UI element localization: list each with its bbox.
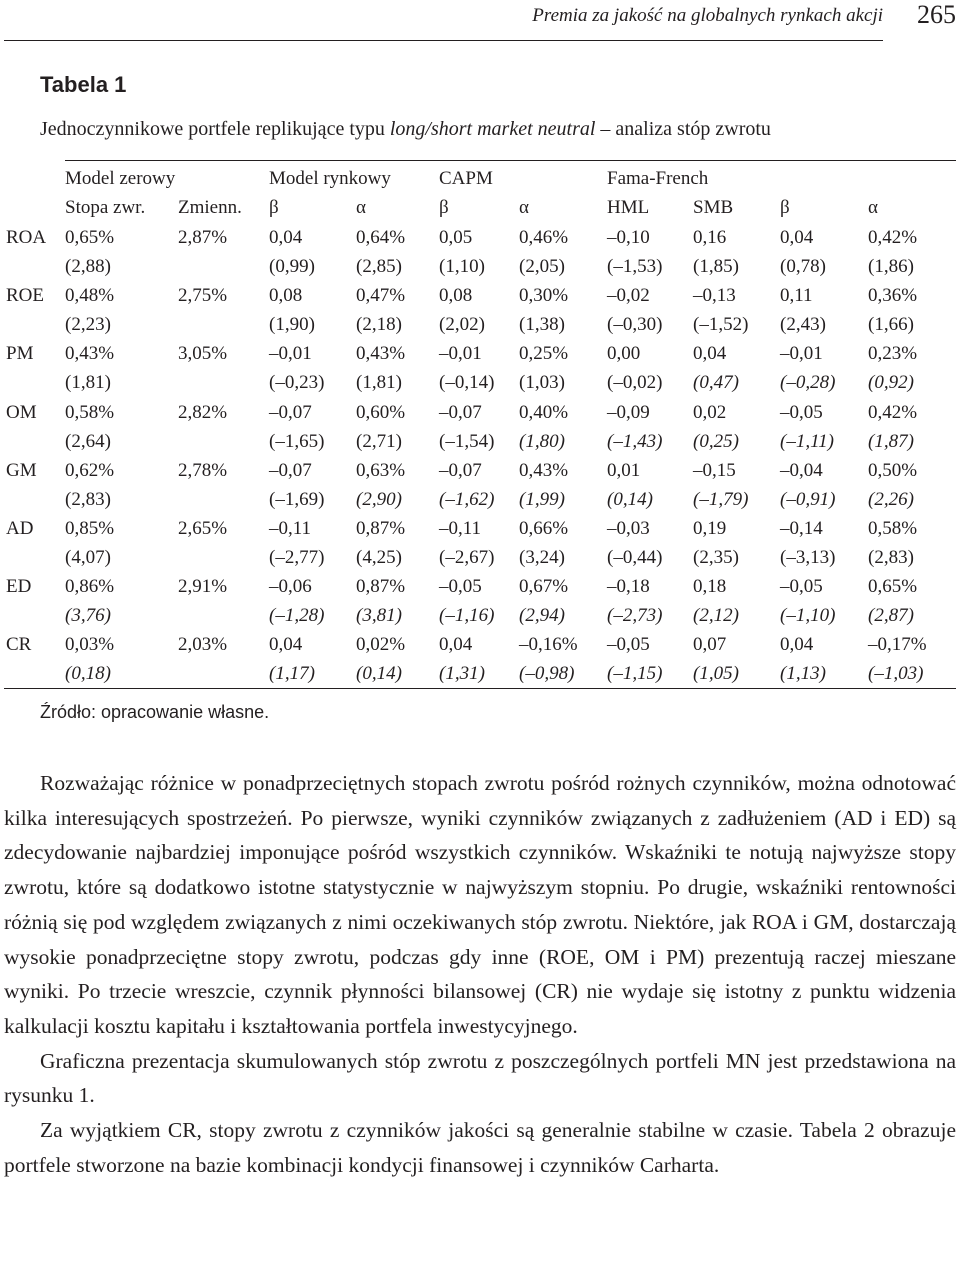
- row-label: OM: [6, 401, 37, 423]
- t-stat-cell: (1,99): [519, 488, 565, 510]
- value-cell: –0,11: [439, 518, 482, 539]
- t-stat-cell: (2,71): [356, 430, 402, 452]
- running-title: Premia za jakość na globalnych rynkach akcji: [532, 5, 883, 26]
- body-text: [4, 766, 956, 1182]
- group-header: Fama-French: [607, 168, 709, 189]
- t-stat-cell: (2,94): [519, 605, 565, 627]
- value-cell: 0,23%: [868, 343, 918, 365]
- value-cell: 0,18: [693, 576, 727, 598]
- value-cell: 0,43%: [356, 343, 406, 365]
- table-top-rule: [65, 160, 956, 161]
- t-stat-cell: (–0,30): [607, 314, 663, 336]
- t-stat-cell: (–1,69): [269, 488, 325, 510]
- value-cell: –0,09: [607, 401, 650, 423]
- t-stat-cell: (–1,54): [439, 430, 495, 452]
- value-cell: 0,04: [269, 634, 303, 656]
- value-cell: 0,85%: [65, 518, 115, 539]
- column-header: β: [269, 197, 279, 218]
- t-stat-cell: (–1,52): [693, 314, 749, 336]
- value-cell: 0,46%: [519, 227, 569, 248]
- t-stat-cell: (–3,13): [780, 547, 836, 568]
- value-cell: 0,11: [780, 285, 813, 307]
- t-stat-cell: (–0,02): [607, 372, 663, 394]
- value-cell: –0,06: [269, 576, 312, 598]
- t-stat-cell: (2,83): [868, 547, 914, 568]
- table-label: Tabela 1: [40, 72, 127, 97]
- value-cell: 0,02: [693, 401, 727, 423]
- t-stat-cell: (–2,67): [439, 547, 495, 568]
- value-cell: –0,15: [693, 459, 736, 481]
- value-cell: –0,18: [607, 576, 650, 598]
- t-stat-cell: (2,05): [519, 256, 565, 277]
- value-cell: –0,01: [780, 343, 823, 365]
- value-cell: –0,05: [439, 576, 482, 598]
- t-stat-cell: (2,43): [780, 314, 826, 336]
- t-stat-cell: (1,80): [519, 430, 565, 452]
- caption-italic-text: long/short market neutral: [389, 118, 596, 140]
- row-label: CR: [6, 634, 32, 656]
- value-cell: –0,13: [693, 285, 736, 307]
- t-stat-cell: (2,18): [356, 314, 402, 336]
- t-stat-cell: (1,05): [693, 663, 739, 685]
- value-cell: 0,00: [607, 343, 641, 365]
- group-header: Model rynkowy: [269, 168, 391, 189]
- t-stat-cell: (1,87): [868, 430, 914, 452]
- t-stat-cell: (–0,23): [269, 372, 325, 394]
- value-cell: 0,47%: [356, 285, 406, 307]
- row-label: AD: [6, 518, 34, 539]
- column-header: α: [868, 197, 878, 218]
- t-stat-cell: (2,83): [65, 488, 111, 510]
- value-cell: 0,42%: [868, 401, 918, 423]
- value-cell: 2,82%: [178, 401, 228, 423]
- t-stat-cell: (–1,11): [780, 430, 834, 452]
- source-note: Źródło: opracowanie własne.: [40, 702, 270, 722]
- value-cell: –0,05: [607, 634, 650, 656]
- column-header: α: [519, 197, 529, 218]
- value-cell: 0,07: [693, 634, 727, 656]
- value-cell: 0,63%: [356, 459, 406, 481]
- value-cell: 0,04: [693, 343, 727, 365]
- t-stat-cell: (1,31): [439, 663, 485, 685]
- t-stat-cell: (–2,77): [269, 547, 325, 568]
- t-stat-cell: (2,87): [868, 605, 914, 627]
- value-cell: 0,86%: [65, 576, 115, 598]
- t-stat-cell: (–1,03): [868, 663, 924, 685]
- value-cell: 0,65%: [65, 227, 115, 248]
- header-rule: [4, 40, 883, 41]
- value-cell: 0,08: [439, 285, 473, 307]
- t-stat-cell: (–1,10): [780, 605, 836, 627]
- t-stat-cell: (2,90): [356, 488, 402, 510]
- t-stat-cell: (2,88): [65, 256, 111, 277]
- t-stat-cell: (–1,65): [269, 430, 325, 452]
- value-cell: 0,43%: [519, 459, 569, 481]
- t-stat-cell: (1,90): [269, 314, 315, 336]
- value-cell: 0,62%: [65, 459, 115, 481]
- t-stat-cell: (–0,28): [780, 372, 836, 394]
- value-cell: 0,01: [607, 459, 641, 481]
- t-stat-cell: (1,81): [65, 372, 111, 394]
- t-stat-cell: (3,24): [519, 547, 565, 568]
- t-stat-cell: (–1,28): [269, 605, 325, 627]
- value-cell: –0,17%: [868, 634, 927, 656]
- t-stat-cell: (3,76): [65, 605, 111, 627]
- t-stat-cell: (2,35): [693, 547, 739, 568]
- value-cell: 0,87%: [356, 518, 406, 539]
- t-stat-cell: (–0,98): [519, 663, 575, 685]
- t-stat-cell: (0,47): [693, 372, 739, 394]
- value-cell: 2,87%: [178, 227, 228, 248]
- t-stat-cell: (1,03): [519, 372, 565, 394]
- t-stat-cell: (0,78): [780, 256, 826, 277]
- column-header: Stopa zwr.: [65, 197, 146, 218]
- row-label: ROA: [6, 227, 47, 248]
- caption-text: Jednoczynnikowe portfele replikujące typu: [40, 118, 390, 140]
- value-cell: 0,50%: [868, 459, 918, 481]
- value-cell: 2,91%: [178, 576, 228, 598]
- column-header: Zmienn.: [178, 197, 242, 218]
- value-cell: 3,05%: [178, 343, 228, 365]
- value-cell: 0,03%: [65, 634, 115, 656]
- t-stat-cell: (4,25): [356, 547, 402, 568]
- value-cell: 0,48%: [65, 285, 115, 307]
- t-stat-cell: (0,25): [693, 430, 739, 452]
- value-cell: 0,25%: [519, 343, 569, 365]
- t-stat-cell: (–1,15): [607, 663, 663, 685]
- value-cell: –0,11: [269, 518, 312, 539]
- t-stat-cell: (–1,79): [693, 488, 749, 510]
- value-cell: 2,65%: [178, 518, 228, 539]
- row-label: ROE: [6, 285, 44, 307]
- value-cell: 0,65%: [868, 576, 918, 598]
- group-header: CAPM: [439, 168, 493, 189]
- t-stat-cell: (1,81): [356, 372, 402, 394]
- value-cell: –0,07: [269, 459, 312, 481]
- value-cell: 0,02%: [356, 634, 406, 656]
- value-cell: 0,67%: [519, 576, 569, 598]
- t-stat-cell: (0,92): [868, 372, 914, 394]
- column-header: HML: [607, 197, 650, 218]
- row-label: GM: [6, 459, 37, 481]
- table-bottom-rule: [4, 688, 956, 689]
- t-stat-cell: (1,66): [868, 314, 914, 336]
- value-cell: 0,36%: [868, 285, 918, 307]
- value-cell: 0,64%: [356, 227, 406, 248]
- t-stat-cell: (2,64): [65, 430, 111, 452]
- value-cell: 0,04: [439, 634, 473, 656]
- table-caption: [40, 118, 771, 141]
- value-cell: –0,01: [269, 343, 312, 365]
- t-stat-cell: (1,86): [868, 256, 914, 277]
- t-stat-cell: (2,85): [356, 256, 402, 277]
- t-stat-cell: (0,99): [269, 256, 315, 277]
- row-label: PM: [6, 343, 34, 365]
- t-stat-cell: (2,02): [439, 314, 485, 336]
- t-stat-cell: (–1,62): [439, 488, 495, 510]
- t-stat-cell: (–0,14): [439, 372, 495, 394]
- value-cell: 0,43%: [65, 343, 115, 365]
- t-stat-cell: (–0,44): [607, 547, 663, 568]
- value-cell: –0,05: [780, 401, 823, 423]
- value-cell: –0,14: [780, 518, 823, 539]
- t-stat-cell: (1,38): [519, 314, 565, 336]
- t-stat-cell: (–2,73): [607, 605, 663, 627]
- running-head: [0, 0, 960, 40]
- t-stat-cell: (3,81): [356, 605, 402, 627]
- t-stat-cell: (4,07): [65, 547, 111, 568]
- t-stat-cell: (–1,16): [439, 605, 495, 627]
- t-stat-cell: (0,14): [356, 663, 402, 685]
- value-cell: 0,08: [269, 285, 303, 307]
- body-paragraph: Rozważając różnice w ponadprzeciętnych stopach zwrotu pośród rożnych czynników, można odnotować kilka interesujących spostrzeżeń. Po pierwsze, wyniki czynników związanych z zadłużeniem (AD i ED) są zdecydowanie najbardziej imponujące pośród wszystkich czynników. Wskaźniki te notują najwyższe stopy zwrotu, które są dodatkowo istotne statystycznie w najwyższym stopniu. Po drugie, wskaźniki rentowności różnią się pod względem związanych z nimi oczekiwanych stóp zwrotu. Niektóre, jak ROA i GM, dostarczają wysokie ponadprzeciętne stopy zwrotu, podczas gdy inne (ROE, OM i PM) prezentują raczej mieszane wyniki. Po trzecie wreszcie, czynnik płynności bilansowej (CR) nie wydaje się istotny z punktu widzenia kalkulacji kosztu kapitału i kształtowania portfela inwestycyjnego.: [4, 771, 956, 1038]
- t-stat-cell: (1,10): [439, 256, 485, 277]
- value-cell: 0,58%: [65, 401, 115, 423]
- value-cell: 0,04: [269, 227, 303, 248]
- value-cell: 0,87%: [356, 576, 406, 598]
- value-cell: –0,01: [439, 343, 482, 365]
- value-cell: 2,75%: [178, 285, 228, 307]
- t-stat-cell: (–0,91): [780, 488, 836, 510]
- body-paragraph: Graficzna prezentacja skumulowanych stóp zwrotu z poszczególnych portfeli MN jest przedstawiona na rysunku 1.: [4, 1048, 956, 1108]
- value-cell: 0,19: [693, 518, 727, 539]
- t-stat-cell: (0,14): [607, 488, 653, 510]
- value-cell: –0,04: [780, 459, 823, 481]
- value-cell: –0,10: [607, 227, 650, 248]
- value-cell: –0,05: [780, 576, 823, 598]
- t-stat-cell: (0,18): [65, 663, 111, 685]
- t-stat-cell: (2,12): [693, 605, 739, 627]
- value-cell: 0,04: [780, 227, 814, 248]
- value-cell: 0,40%: [519, 401, 569, 423]
- t-stat-cell: (1,13): [780, 663, 826, 685]
- value-cell: 0,30%: [519, 285, 569, 307]
- body-paragraph: Za wyjątkiem CR, stopy zwrotu z czynników jakości są generalnie stabilne w czasie. Tabela 2 obrazuje portfele stworzone na bazie kombinacji kondycji finansowej i czynników Carharta.: [4, 1118, 956, 1177]
- row-label: ED: [6, 576, 32, 598]
- value-cell: 0,60%: [356, 401, 406, 423]
- column-header: β: [439, 197, 449, 218]
- caption-text-end: – analiza stóp zwrotu: [595, 118, 771, 140]
- value-cell: –0,07: [439, 401, 482, 423]
- value-cell: 0,05: [439, 227, 473, 248]
- value-cell: –0,07: [439, 459, 482, 481]
- value-cell: –0,03: [607, 518, 650, 539]
- value-cell: 0,16: [693, 227, 727, 248]
- t-stat-cell: (–1,43): [607, 430, 663, 452]
- value-cell: 2,03%: [178, 634, 228, 656]
- value-cell: 0,42%: [868, 227, 918, 248]
- column-header: SMB: [693, 197, 734, 218]
- value-cell: –0,07: [269, 401, 312, 423]
- value-cell: 0,04: [780, 634, 814, 656]
- t-stat-cell: (–1,53): [607, 256, 663, 277]
- column-header: α: [356, 197, 366, 218]
- t-stat-cell: (2,26): [868, 488, 914, 510]
- value-cell: –0,02: [607, 285, 650, 307]
- column-header: β: [780, 197, 790, 218]
- t-stat-cell: (1,85): [693, 256, 739, 277]
- page-number: 265: [917, 0, 956, 29]
- value-cell: 2,78%: [178, 459, 228, 481]
- value-cell: 0,66%: [519, 518, 569, 539]
- t-stat-cell: (1,17): [269, 663, 315, 685]
- t-stat-cell: (2,23): [65, 314, 111, 336]
- group-header: Model zerowy: [65, 168, 176, 189]
- value-cell: 0,58%: [868, 518, 918, 539]
- value-cell: –0,16%: [519, 634, 578, 656]
